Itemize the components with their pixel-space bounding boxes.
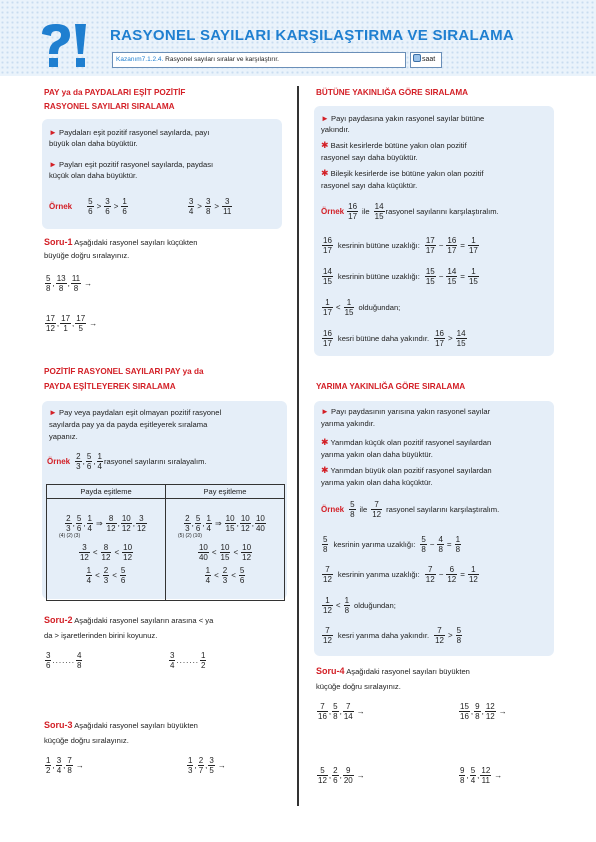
rule-line: küçük olan daha büyüktür.	[49, 171, 138, 180]
compare-row: 1 12 < 1 8 olduğundan;	[323, 596, 396, 615]
clock-icon	[413, 54, 421, 62]
equalization-table	[46, 484, 285, 601]
section1-title-line2: RASYONEL SAYILARI SIRALAMA	[44, 102, 175, 111]
section2-title-line2: PAYDA EŞİTLEYEREK SIRALAMA	[44, 382, 176, 391]
arrow-icon: →	[75, 761, 84, 770]
star-bullet-icon: ✱	[321, 465, 329, 475]
kazanim-code: Kazanım7.1.2.4.	[116, 56, 164, 63]
rule-line: ✱ Yarımdan küçük olan pozitif rasyonel sayılardan	[321, 437, 492, 447]
soru3-item: 1 3 , 2 7 , 3 5 →	[188, 756, 226, 775]
distance-row: 5 8 kesrinin yarıma uzaklığı: 5 8 − $\frac{4}{8}$ = $\frac{1}{8}$	[323, 535, 461, 554]
rule-line: ✱ Bileşik kesirlerde ise bütüne yakın olan pozitif	[321, 168, 484, 178]
soru4-line1: Soru-4 Aşağıdaki rasyonel sayıları büyükten	[316, 666, 470, 676]
conclusion-row: 16 17 kesri bütüne daha yakındır. 16 17 > 14 15	[323, 329, 466, 348]
soru3-line1: Soru-3 Aşağıdaki rasyonel sayıları büyükten	[44, 720, 198, 730]
soru2-line1: Soru-2 Aşağıdaki rasyonel sayıların arasına < ya	[44, 615, 214, 625]
star-bullet-icon: ✱	[321, 437, 329, 447]
rule-line: yapanız.	[49, 432, 78, 441]
soru4-item: 9 8 , 5 4 , 12 11 →	[460, 766, 503, 785]
arrow-icon: →	[217, 761, 226, 770]
arrow-icon: →	[356, 707, 365, 716]
ornek-row: Örnek 5 8 ile 7 12 rasyonel sayılarını karşılaştıralım.	[321, 500, 500, 519]
question-exclamation-logo	[34, 20, 92, 74]
triangle-bullet-icon: ►	[49, 160, 57, 169]
soru2-line2: da > işaretlerinden birini koyunuz.	[44, 631, 158, 640]
table-header: Pay eşitleme	[166, 485, 285, 499]
kazanim-text: Rasyonel sayıları sıralar ve karşılaştırır.	[165, 56, 279, 63]
rule-line: ► Paydaları eşit pozitif rasyonel sayılarda, payı	[49, 128, 210, 137]
rule-line: rasyonel sayı daha küçüktür.	[321, 181, 418, 190]
page-title: RASYONEL SAYILARI KARŞILAŞTIRMA VE SIRALAMA	[110, 27, 515, 44]
rule-line: rasyonel sayı daha büyüktür.	[321, 153, 418, 162]
arrow-icon: →	[494, 771, 503, 780]
conclusion-row: 7 12 kesri yarıma daha yakındır. 7 12 > 5 8	[323, 626, 462, 645]
rule-line: yarıma yakındır.	[321, 419, 376, 428]
rule-line: ► Payları eşit pozitif rasyonel sayılarda, paydası	[49, 160, 214, 169]
soru4-item: 15 16 , 9 8 , 12 12 →	[460, 702, 507, 721]
soru3-line2: küçüğe doğru sıralayınız.	[44, 736, 129, 745]
ornek-row: Örnek 16 17 ile 14 15 rasyonel sayılarını karşılaştıralım.	[321, 202, 499, 221]
compare-row: 1 17 < 1 15 olduğundan;	[323, 298, 401, 317]
section2-title-line1: POZİTİF RASYONEL SAYILARI PAY ya da	[44, 367, 204, 376]
section1-title-line1: PAY ya da PAYDALARI EŞİT POZİTİF	[44, 88, 186, 97]
rule-line: yarıma yakın olan daha küçüktür.	[321, 478, 433, 487]
soru1-row2: 17 12 , 17 1 , 17 5 →	[46, 314, 98, 333]
rule-line: yakındır.	[321, 125, 350, 134]
soru3-item: 1 2 , 3 4 , 7 8 →	[46, 756, 84, 775]
soru4-line2: küçüğe doğru sıralayınız.	[316, 682, 401, 691]
soru2-item: 3 4 ....... 1 2	[170, 651, 206, 670]
ornek-label: Örnek	[321, 207, 345, 216]
triangle-bullet-icon: ►	[49, 128, 57, 137]
rule-line: ✱ Yarımdan büyük olan pozitif rasyonel sayılardan	[321, 465, 492, 475]
rule-line: büyük olan daha büyüktür.	[49, 139, 138, 148]
ornek-label: Örnek	[49, 202, 73, 211]
soru4-item: 7 16 , 5 8 , 7 14 →	[318, 702, 365, 721]
distance-row: 7 12 kesrinin yarıma uzaklığı: 7 12 − $\frac{6}{12}$ = $\frac{1}{12}$	[323, 565, 478, 584]
ornek-label: Örnek	[47, 457, 71, 466]
star-bullet-icon: ✱	[321, 168, 329, 178]
star-bullet-icon: ✱	[321, 140, 329, 150]
ornek-row: Örnek 2 3 , 5 6 , 1 4 rasyonel sayılarını sıralayalım.	[47, 452, 207, 471]
kazanim-box	[112, 52, 406, 68]
arrow-icon: →	[84, 279, 93, 288]
soru2-item: 3 6 ....... 4 8	[46, 651, 82, 670]
rule-line: ✱ Basit kesirlerde bütüne yakın olan pozitif	[321, 140, 467, 150]
soru1-line2: büyüğe doğru sıralayınız.	[44, 251, 130, 260]
section4-title: YARIMA YAKINLIĞA GÖRE SIRALAMA	[316, 382, 466, 391]
triangle-bullet-icon: ►	[49, 408, 57, 417]
table-header: Payda eşitleme	[47, 485, 166, 499]
distance-row: 14 15 kesrinin bütüne uzaklığı: 15 15 − $\frac{14}{15}$ = $\frac{1}{15}$	[323, 267, 478, 286]
saat-box	[410, 52, 442, 68]
ornek-row: Örnek 5 6 > 3 6 > 1 6 3 4 > 3 8 > 3 11	[49, 197, 232, 216]
section3-title: BÜTÜNE YAKINLIĞA GÖRE SIRALAMA	[316, 88, 469, 97]
saat-label: saat	[422, 56, 436, 63]
arrow-icon: →	[498, 707, 507, 716]
rule-line: sayılarda pay ya da payda eşitleyerek sıralama	[49, 420, 208, 429]
triangle-bullet-icon: ►	[321, 114, 329, 123]
soru4-item: 5 12 , 2 6 , 9 20 →	[318, 766, 365, 785]
table-cell: 2 3 , 5 6 , 1 4 ⇒ 10 15 , 10 12 , 10 40 (5) (2) (10) 10 40 < 10 15 < 10 12 1 4 < 2 3 < 5 6	[166, 499, 285, 601]
soru1-row1: 5 8 , 13 8 , 11 8 →	[46, 274, 93, 293]
rule-line: ► Payı paydasının yarısına yakın rasyonel sayılar	[321, 407, 491, 416]
arrow-icon: →	[356, 771, 365, 780]
table-cell: 2 3 , 5 6 , 1 4 ⇒ 8 12 , 10 12 , 3 12 (4) (2) (3) 3 12 < 8 12 < 10 12 1 4 < 2 3 < 5 6	[47, 499, 166, 601]
rule-line: yarıma yakın olan daha büyüktür.	[321, 450, 433, 459]
column-divider	[297, 86, 299, 806]
rule-line: ► Pay veya paydaları eşit olmayan pozitif rasyonel	[49, 408, 222, 417]
ornek-label: Örnek	[321, 505, 345, 514]
distance-row: 16 17 kesrinin bütüne uzaklığı: 17 17 − $\frac{16}{17}$ = $\frac{1}{17}$	[323, 236, 478, 255]
rule-line: ► Payı paydasına yakın rasyonel sayılar bütüne	[321, 114, 485, 123]
arrow-icon: →	[89, 319, 98, 328]
triangle-bullet-icon: ►	[321, 407, 329, 416]
soru1-line1: Soru-1 Aşağıdaki rasyonel sayıları küçükten	[44, 237, 198, 247]
